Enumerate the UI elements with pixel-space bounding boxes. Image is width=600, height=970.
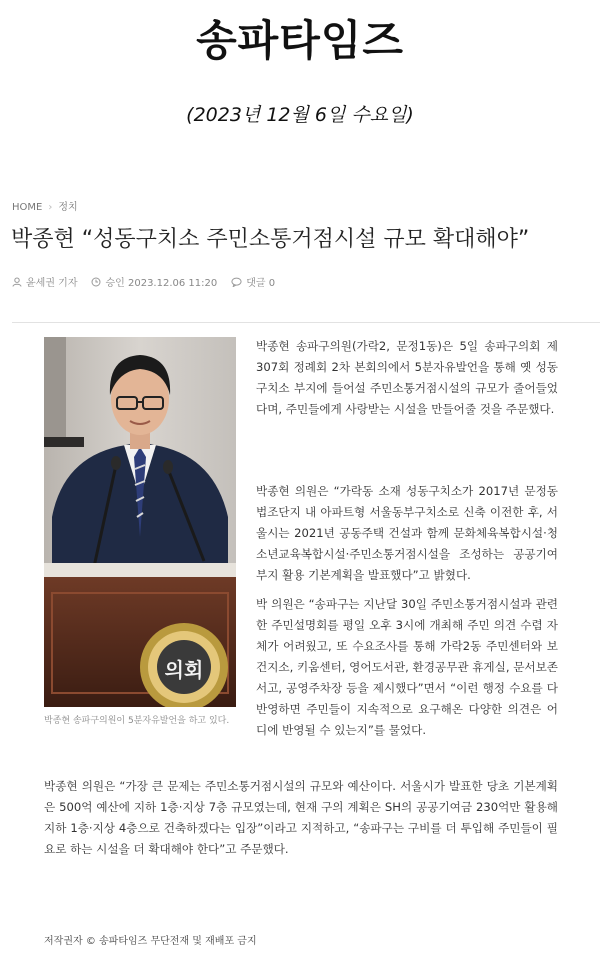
comments-item[interactable] bbox=[231, 274, 275, 289]
council-emblem-text: 의회 bbox=[164, 658, 204, 682]
article-paragraph-1: 박종현 송파구의원(가락2, 문정1동)은 5일 송파구의회 제307회 정례회 2차 본회의에서 5분자유발언을 통해 옛 성동구치소 부지에 들어설 주민소통거점시설의 규모가 줄어들었다며, 주민들에게 사랑받는 시설을 만들어줄 것을 주문했다. bbox=[256, 339, 558, 416]
approved-datetime: 승인 2023.12.06 11:20 bbox=[105, 278, 218, 289]
publication-date: (2023년 12월 6일 수요일) bbox=[186, 104, 414, 126]
breadcrumb-separator-icon: › bbox=[48, 202, 53, 213]
speaker-at-podium-image bbox=[44, 337, 236, 707]
comment-count[interactable]: 댓글 0 bbox=[246, 278, 276, 289]
breadcrumb-home-link[interactable]: HOME bbox=[12, 202, 43, 213]
author-name[interactable]: 윤세권 기자 bbox=[26, 278, 78, 289]
author-item bbox=[12, 274, 77, 289]
newspaper-masthead: 송파타임즈 bbox=[196, 16, 404, 65]
article-photo bbox=[44, 337, 236, 707]
header-divider bbox=[12, 322, 600, 323]
approved-item bbox=[91, 274, 217, 289]
breadcrumb bbox=[12, 198, 78, 213]
comment-icon bbox=[231, 277, 242, 287]
article-headline: 박종현 “성동구치소 주민소통거점시설 규모 확대해야” bbox=[11, 227, 530, 252]
clock-icon bbox=[91, 277, 101, 287]
copyright-notice: 저작권자 © 송파타임즈 무단전재 및 재배포 금지 bbox=[44, 936, 257, 947]
article-paragraph-4: 박종현 의원은 “가장 큰 문제는 주민소통거점시설의 규모와 예산이다. 서울시가 발표한 당초 기본계획은 500억 예산에 지하 1층·지상 7층 규모였는데, 현재 구의 계획은 SH의 공공기여금 230억만 활용해 지하 1층·지상 4층으로 건축하겠다는 입장”이라고 지적하고, “송파구는 구비를 더 투입해 주민들이 필요로 하는 시설을 더 확대해야 한다”고 주문했다. bbox=[44, 779, 558, 856]
article-meta bbox=[12, 274, 289, 289]
user-icon bbox=[12, 277, 22, 287]
article-paragraph-2: 박종현 의원은 “가락동 소재 성동구치소가 2017년 문정동 법조단지 내 아파트형 서울동부구치소로 신축 이전한 후, 서울시는 2021년 공동주택 건설과 함께 문화체육복합시설·청소년교육복합시설·주민소통거점시설을 조성하는 공공기여부지 활용 기본계획을 발표했다”고 밝혔다. bbox=[256, 484, 558, 582]
article-paragraph-3: 박 의원은 “송파구는 지난달 30일 주민소통거점시설과 관련한 주민설명회를 평일 오후 3시에 개최해 주민 의견 수렴 자체가 어려웠고, 또 수요조사를 통해 가락2동 주민센터와 보건지소, 키움센터, 영어도서관, 환경공무관 휴게실, 문서보존서고, 공영주차장 등을 제시했다”면서 “이런 행정 수요를 다 반영하면 주민들이 지속적으로 요구해온 다양한 의견은 어디에 반영될 수 있는지”를 물었다. bbox=[256, 597, 558, 737]
photo-caption: 박종현 송파구의원이 5분자유발언을 하고 있다. bbox=[44, 716, 230, 726]
breadcrumb-section-link[interactable]: 정치 bbox=[58, 202, 78, 213]
